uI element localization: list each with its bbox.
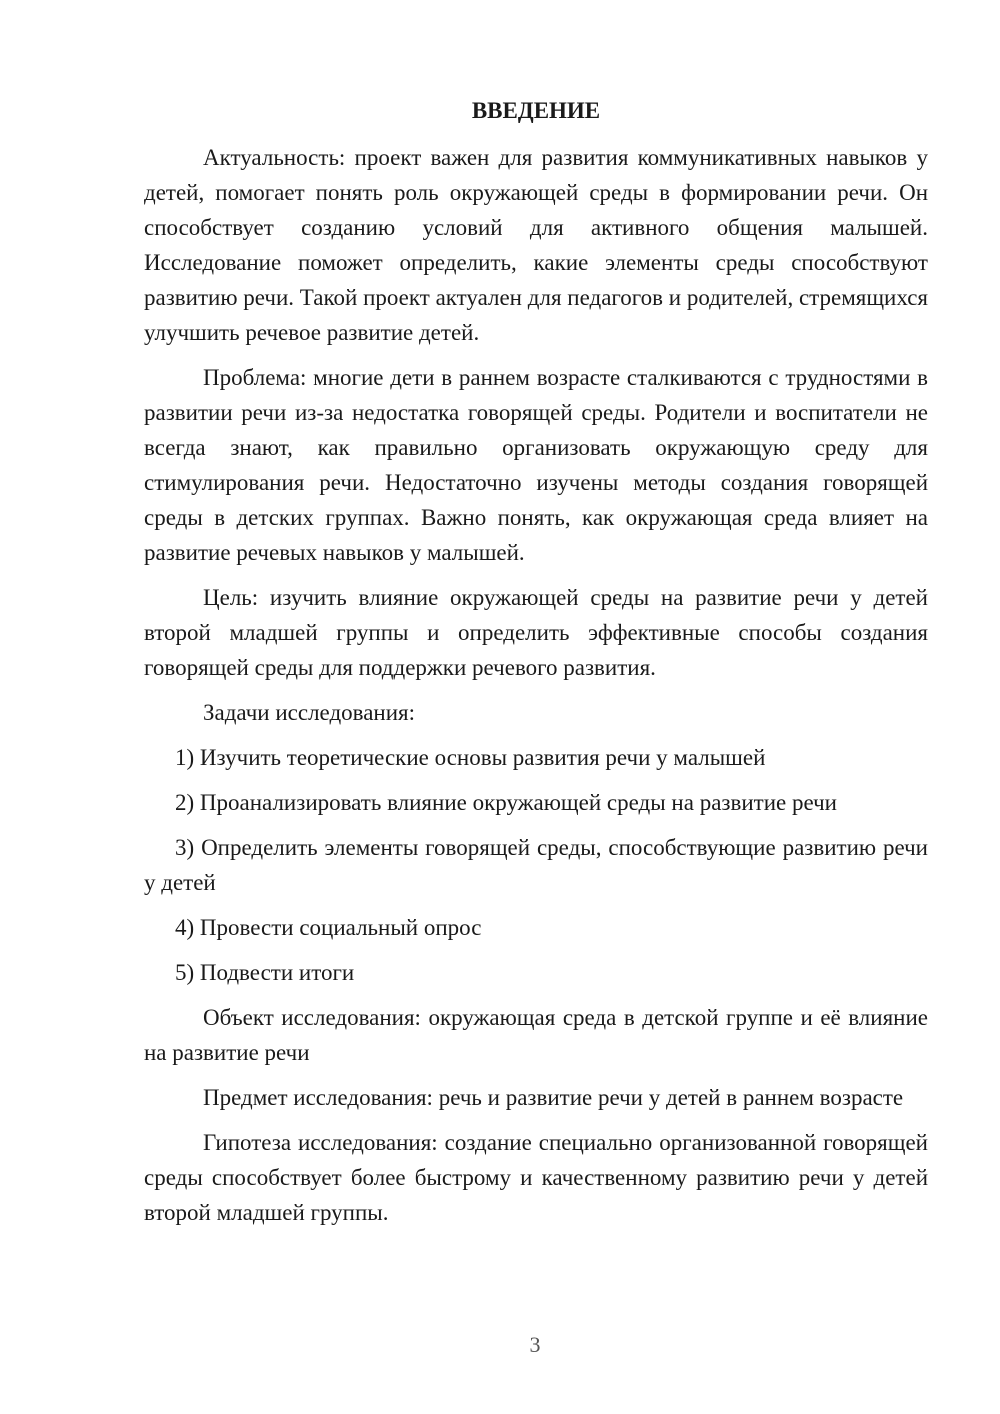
tasks-heading: Задачи исследования: [203,700,416,725]
hypothesis-paragraph: Гипотеза исследования: создание специально организованной говорящей среды способствует более быстрому и качественному развитию речи у детей второй младшей группы. [144,1130,928,1225]
task-item-3: 3) Определить элементы говорящей среды, способствующие развитию речи у детей [144,835,928,895]
task-item-1: 1) Изучить теоретические основы развития речи у малышей [175,745,766,770]
problem-paragraph: Проблема: многие дети в раннем возрасте сталкиваются с трудностями в развитии речи из-за недостатка говорящей среды. Родители и воспитатели не всегда знают, как правильно организовать окружающую среду для стимулирования речи. Недостаточно изучены методы создания говорящей среды в детских группах. Важно понять, как окружающая среда влияет на развитие речевых навыков у малышей. [144,365,928,565]
page-content [144,96,928,1240]
task-item-4: 4) Провести социальный опрос [175,915,482,940]
page-number: 3 [529,1332,541,1357]
task-item-5: 5) Подвести итоги [175,960,355,985]
subject-paragraph: Предмет исследования: речь и развитие речи у детей в раннем возрасте [203,1085,904,1110]
page-title: ВВЕДЕНИЕ [471,98,601,123]
object-paragraph: Объект исследования: окружающая среда в детской группе и её влияние на развитие речи [144,1005,928,1065]
tasks-list [144,740,928,990]
task-item-2: 2) Проанализировать влияние окружающей среды на развитие речи [175,790,837,815]
relevance-paragraph: Актуальность: проект важен для развития коммуникативных навыков у детей, помогает понять роль окружающей среды в формировании речи. Он способствует созданию условий для активного общения малышей. Исследование поможет определить, какие элементы среды способствуют развитию речи. Такой проект актуален для педагогов и родителей, стремящихся улучшить речевое развитие детей. [144,145,928,345]
goal-paragraph: Цель: изучить влияние окружающей среды на развитие речи у детей второй младшей группы и определить эффективные способы создания говорящей среды для поддержки речевого развития. [144,585,928,680]
